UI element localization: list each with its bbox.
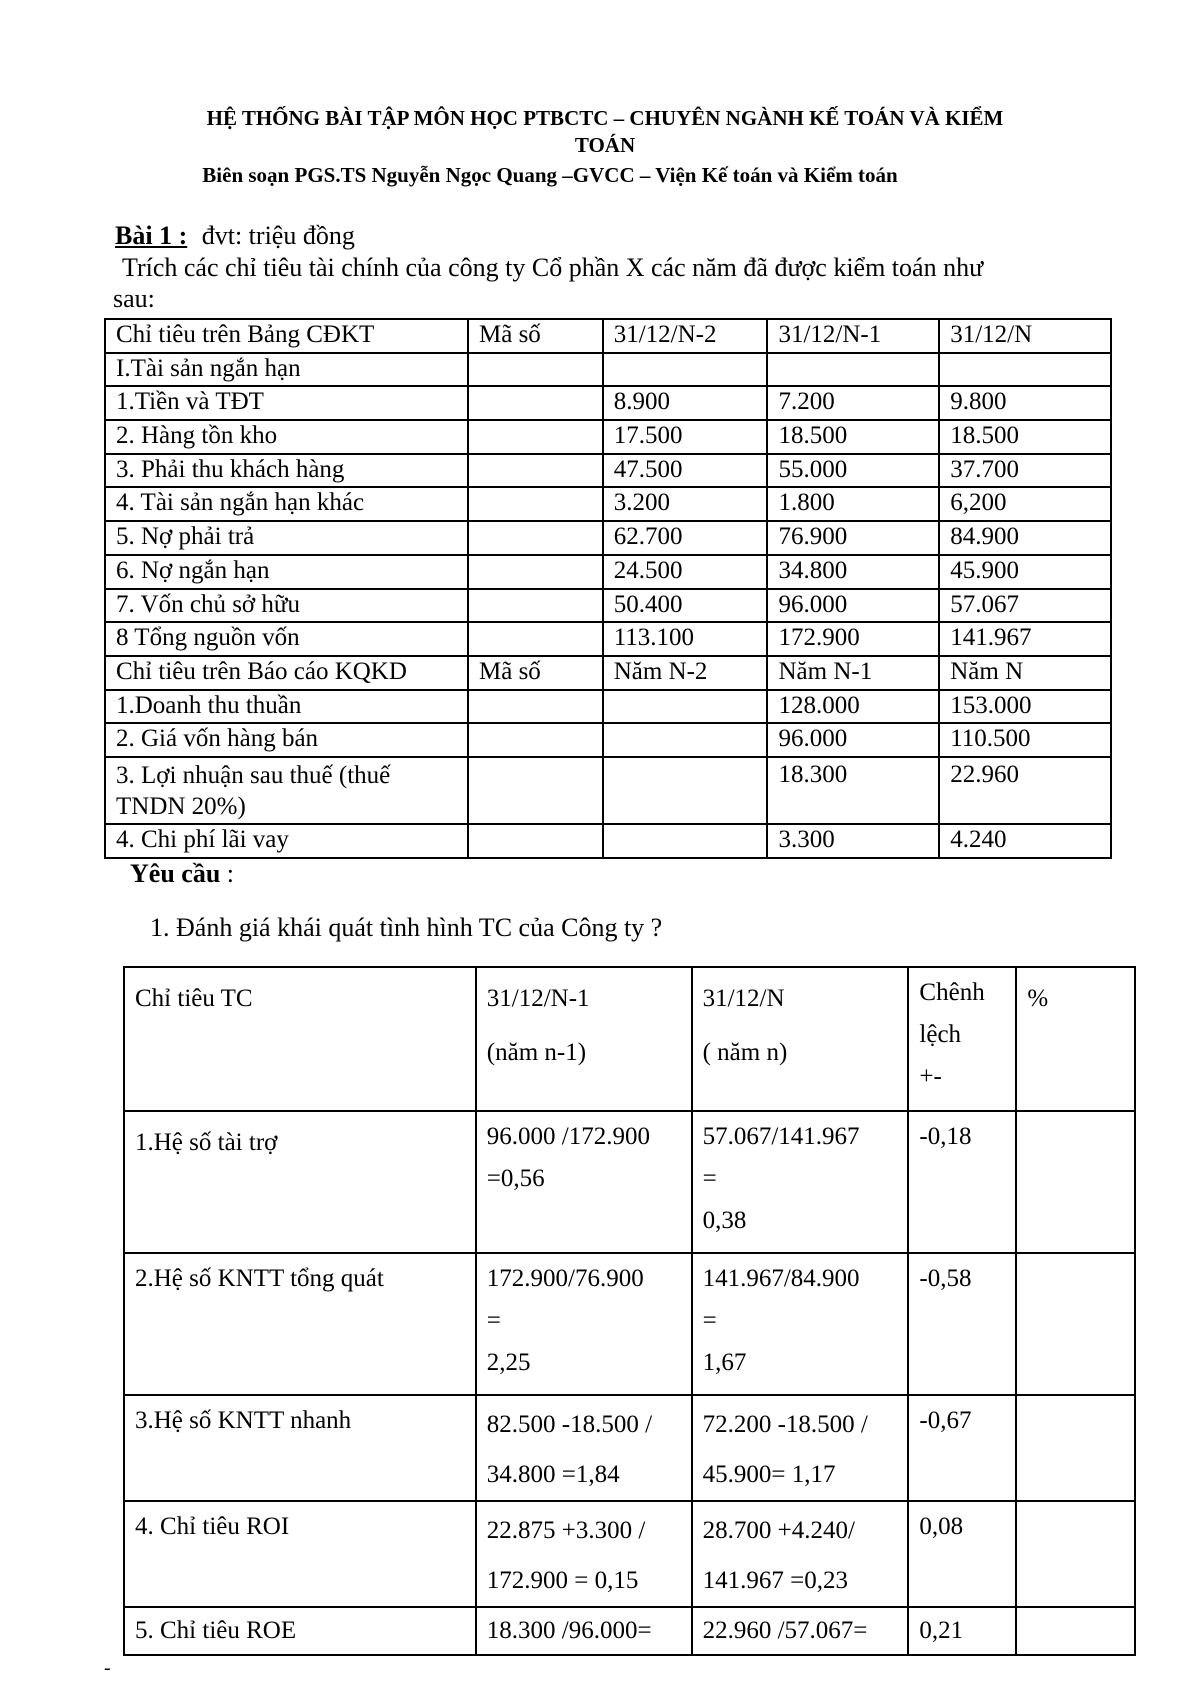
table-header-cell: 31/12/N [939, 319, 1111, 353]
cell-line: 72.200 -18.500 / [702, 1411, 868, 1438]
table-cell: 96.000 [767, 589, 939, 623]
header-author: Biên soạn PGS.TS Nguyễn Ngọc Quang –GVCC – Viện Kế toán và Kiểm toán [202, 163, 898, 187]
table-cell [476, 1607, 692, 1655]
table-cell: 4. Chi phí lãi vay [105, 824, 468, 858]
table-cell: 9.800 [939, 386, 1111, 420]
table-cell: 17.500 [603, 420, 768, 454]
table-cell: 2. Hàng tồn kho [105, 420, 468, 454]
header-title-line2: TOÁN [574, 133, 636, 157]
table-cell [468, 589, 603, 623]
table-cell [468, 824, 603, 858]
table-cell: -0,58 [908, 1253, 1016, 1395]
requirement-label: Yêu cầu [130, 859, 221, 888]
table-cell: 5. Nợ phải trả [105, 521, 468, 555]
table-cell: 1.Hệ số tài trợ [124, 1111, 476, 1253]
table-cell: 1.800 [767, 487, 939, 521]
table-cell [468, 723, 603, 757]
exercise-intro-line2: sau: [113, 284, 155, 313]
table-cell [767, 353, 939, 387]
table-header-cell: Năm N [939, 656, 1111, 690]
exercise-heading [115, 220, 355, 252]
cell-line: 96.000 /172.900 [486, 1123, 650, 1150]
table-cell [692, 1395, 909, 1501]
table-cell: 128.000 [767, 690, 939, 724]
cell-line: TNDN 20%) [116, 792, 246, 820]
table-row [105, 454, 1111, 488]
table-cell: 3.200 [603, 487, 768, 521]
table-cell: 2.Hệ số KNTT tổng quát [124, 1253, 476, 1395]
table-cell: 5. Chỉ tiêu ROE [124, 1607, 476, 1655]
table-cell [476, 1501, 692, 1607]
table-cell: 8.900 [603, 386, 768, 420]
cell-line: 0,38 [702, 1207, 747, 1234]
cell-line: 82.500 -18.500 / [486, 1411, 653, 1438]
cell-line: =0,56 [486, 1165, 545, 1192]
table-row [105, 757, 1111, 824]
requirement-heading [130, 858, 234, 890]
table-cell [1016, 1111, 1135, 1253]
table-row [105, 824, 1111, 858]
cell-line: 18.300 /96.000= [486, 1617, 652, 1644]
table-header-cell [124, 967, 476, 1111]
exercise-title: Bài 1 : [115, 221, 188, 250]
table-header-cell: Chỉ tiêu trên Bảng CĐKT [105, 319, 468, 353]
table-header-cell: Chỉ tiêu trên Báo cáo KQKD [105, 656, 468, 690]
table-row [105, 723, 1111, 757]
table-row [124, 1607, 1135, 1655]
exercise-unit: đvt: triệu đồng [201, 221, 355, 250]
table-header-cell [692, 967, 909, 1111]
table-cell [692, 1607, 909, 1655]
footer-mark: - [104, 1657, 111, 1679]
table-cell: 4. Chỉ tiêu ROI [124, 1501, 476, 1607]
table-cell [1016, 1501, 1135, 1607]
table-cell: 34.800 [767, 555, 939, 589]
exercise-intro-line1: Trích các chỉ tiêu tài chính của công ty Cổ phần X các năm đã được kiểm toán như [122, 253, 984, 282]
header-label: Chỉ tiêu TC [135, 985, 253, 1012]
table-cell: 3. Phải thu khách hàng [105, 454, 468, 488]
header-label: 31/12/N [702, 985, 785, 1012]
cell-line: 34.800 =1,84 [486, 1461, 620, 1488]
table-cell: 18.300 [767, 757, 939, 824]
table-cell: 45.900 [939, 555, 1111, 589]
table-cell: 153.000 [939, 690, 1111, 724]
table-row [124, 1253, 1135, 1395]
table-cell: 4. Tài sản ngắn hạn khác [105, 487, 468, 521]
table-cell [468, 487, 603, 521]
section-label: I.Tài sản ngắn hạn [105, 353, 468, 387]
table-row [105, 589, 1111, 623]
financial-ratio-table [123, 966, 1136, 1656]
table-header-cell: Mã số [468, 656, 603, 690]
table-cell [692, 1253, 909, 1395]
cell-line: 22.875 +3.300 / [486, 1517, 646, 1544]
table-cell [105, 757, 468, 824]
table-cell: 18.500 [939, 420, 1111, 454]
table-cell: 172.900 [767, 622, 939, 656]
table-cell: 1.Tiền và TĐT [105, 386, 468, 420]
cell-line: 141.967 =0,23 [702, 1567, 848, 1594]
table-header-row [105, 319, 1111, 353]
cell-line: 172.900/76.900 [486, 1265, 644, 1292]
table-header-row [124, 967, 1135, 1111]
requirement-colon: : [220, 859, 235, 888]
table-header-cell: 31/12/N-1 [767, 319, 939, 353]
cell-line: 45.900= 1,17 [702, 1461, 836, 1488]
table-row [105, 420, 1111, 454]
table-cell: 3.Hệ số KNTT nhanh [124, 1395, 476, 1501]
table-header-cell: % [1016, 967, 1135, 1111]
cell-line: 3. Lợi nhuận sau thuế (thuế [116, 761, 391, 789]
table-cell: 113.100 [603, 622, 768, 656]
table-cell: 2. Giá vốn hàng bán [105, 723, 468, 757]
table-cell [939, 353, 1111, 387]
table-row [105, 386, 1111, 420]
header-label: 31/12/N-1 [486, 985, 590, 1012]
table-cell: 6,200 [939, 487, 1111, 521]
header-label: lệch [919, 1021, 962, 1048]
table-cell: 0,21 [908, 1607, 1016, 1655]
table-cell: 1.Doanh thu thuần [105, 690, 468, 724]
table-cell: 76.900 [767, 521, 939, 555]
table-cell [468, 454, 603, 488]
table-header-cell [908, 967, 1016, 1111]
table-cell [468, 622, 603, 656]
table-cell [692, 1501, 909, 1607]
table-row [105, 555, 1111, 589]
cell-line: 28.700 +4.240/ [702, 1517, 855, 1544]
table-row [105, 622, 1111, 656]
table-cell: 24.500 [603, 555, 768, 589]
header-label: Chênh [919, 979, 985, 1006]
header-title-line1: HỆ THỐNG BÀI TẬP MÔN HỌC PTBCTC – CHUYÊN NGÀNH KẾ TOÁN VÀ KIỂM [206, 106, 1004, 130]
table-cell: 141.967 [939, 622, 1111, 656]
header-sublabel: (năm n-1) [486, 1039, 587, 1066]
table-cell [468, 521, 603, 555]
table-cell: 7.200 [767, 386, 939, 420]
table-cell: 3.300 [767, 824, 939, 858]
cell-line: = [702, 1307, 717, 1334]
header-label: +- [919, 1063, 942, 1090]
table-cell [468, 690, 603, 724]
table-cell [476, 1111, 692, 1253]
table-header-cell: Mã số [468, 319, 603, 353]
table-cell: 47.500 [603, 454, 768, 488]
requirement-item-1: 1. Đánh giá khái quát tình hình TC của Công ty ? [150, 913, 663, 942]
table-header-cell: Năm N-2 [603, 656, 768, 690]
table-cell: 37.700 [939, 454, 1111, 488]
table-cell [468, 353, 603, 387]
table-cell: 50.400 [603, 589, 768, 623]
table-cell [603, 824, 768, 858]
table-cell: 55.000 [767, 454, 939, 488]
table-cell [603, 723, 768, 757]
table-header-cell: 31/12/N-2 [603, 319, 768, 353]
table-header-cell: Năm N-1 [767, 656, 939, 690]
table-cell [476, 1395, 692, 1501]
table-row [105, 690, 1111, 724]
table-row [124, 1111, 1135, 1253]
cell-line: = [702, 1165, 717, 1192]
table-cell [1016, 1253, 1135, 1395]
table-cell [468, 386, 603, 420]
table-row [124, 1395, 1135, 1501]
cell-line: 141.967/84.900 [702, 1265, 860, 1292]
table-cell: -0,67 [908, 1395, 1016, 1501]
table-header-cell [476, 967, 692, 1111]
table-cell: 8 Tổng nguồn vốn [105, 622, 468, 656]
table-cell: 84.900 [939, 521, 1111, 555]
table-section-row [105, 353, 1111, 387]
table-cell [476, 1253, 692, 1395]
table-cell [603, 757, 768, 824]
financial-data-table [104, 318, 1112, 859]
cell-line: 2,25 [486, 1349, 531, 1376]
cell-line: 1,67 [702, 1349, 747, 1376]
table-cell: 0,08 [908, 1501, 1016, 1607]
table-row [105, 487, 1111, 521]
table-cell: 22.960 [939, 757, 1111, 824]
table-row [105, 521, 1111, 555]
table-cell [1016, 1607, 1135, 1655]
table-cell [468, 757, 603, 824]
header-sublabel: ( năm n) [702, 1039, 788, 1066]
cell-line: 22.960 /57.067= [702, 1617, 868, 1644]
table-cell [692, 1111, 909, 1253]
table-cell: 96.000 [767, 723, 939, 757]
table-cell: -0,18 [908, 1111, 1016, 1253]
table-cell [1016, 1395, 1135, 1501]
table-header-row [105, 656, 1111, 690]
table-cell [603, 353, 768, 387]
cell-line: 172.900 = 0,15 [486, 1567, 639, 1594]
table-cell: 62.700 [603, 521, 768, 555]
table-cell [468, 555, 603, 589]
table-cell: 18.500 [767, 420, 939, 454]
table-cell: 57.067 [939, 589, 1111, 623]
table-cell [468, 420, 603, 454]
table-cell [603, 690, 768, 724]
table-cell: 4.240 [939, 824, 1111, 858]
table-cell: 110.500 [939, 723, 1111, 757]
cell-line: 57.067/141.967 [702, 1123, 860, 1150]
table-cell: 6. Nợ ngắn hạn [105, 555, 468, 589]
table-row [124, 1501, 1135, 1607]
table-cell: 7. Vốn chủ sở hữu [105, 589, 468, 623]
cell-line: = [486, 1307, 501, 1334]
